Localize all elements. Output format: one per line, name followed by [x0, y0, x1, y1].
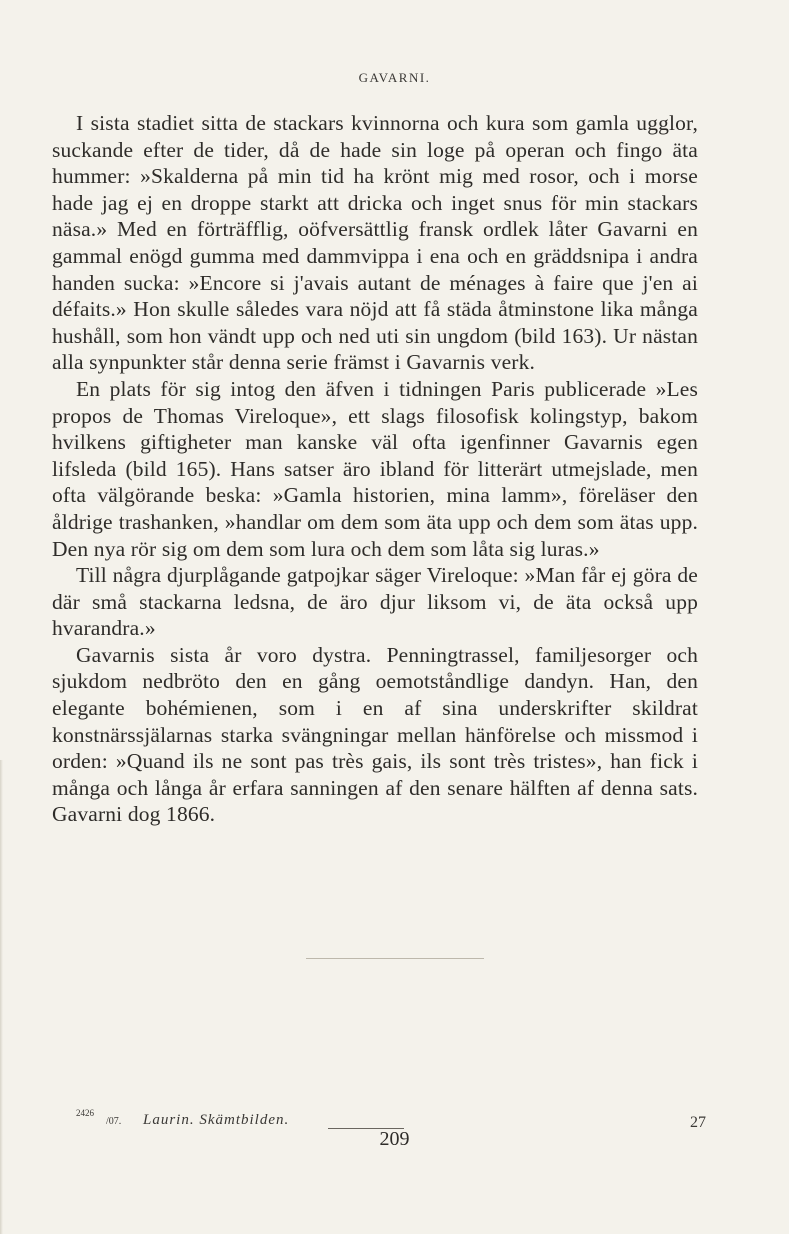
page-number: 209 [379, 1128, 410, 1150]
paragraph-3: Till några djurplågande gatpojkar säger Vireloque: »Man får ej göra de där små stackarna ledsna, de äro djur liksom vi, de äta också upp hvarandra.» [52, 563, 698, 641]
signature-title: Laurin. Skämtbilden. [143, 1112, 290, 1128]
sheet-number: 27 [690, 1114, 706, 1131]
paragraph-4: Gavarnis sista år voro dystra. Penningtrassel, familjesorger och sjukdom nedbröto den en gång oemotståndlige dandyn. Han, den elegante bohémienen, som i en af sina underskrifter skildrat konstnärssjälarnas starka svängningar mellan hänförelse och missmod i orden: »Quand ils ne sont pas très gais, ils sont très tristes», han fick i många och långa år erfara sanningen af den senare hälften af denna sats. Gavarni dog 1866. [52, 642, 698, 827]
section-separator [306, 958, 484, 959]
paragraph-1: I sista stadiet sitta de stackars kvinnorna och kura som gamla ugglor, suckande efter de tider, då de hade sin loge på operan och fingo äta hummer: »Skalderna på min tid ha krönt mig med rosor, och i morse hade jag ej en droppe starkt att dricka och inget snus för min stackars näsa.» Med en förträfflig, oöfversättlig fransk ordlek låter Gavarni en gammal enögd gumma med dammvippa i ena och en gräddsnipa i andra handen sucka: »Encore si j'avais autant de ménages à faire que j'en ai défaits.» Hon skulle således vara nöjd att få städa åtminstone lika många hushåll, som hon vändt upp och ned uti sin ungdom (bild 163). Ur nästan alla synpunkter står denna serie främst i Gavarnis verk. [52, 111, 698, 375]
running-head: GAVARNI. [358, 70, 431, 85]
signature-number-suffix: /07. [106, 1116, 122, 1127]
signature-number: 2426 [76, 1108, 94, 1118]
page-edge-shadow [0, 760, 3, 1234]
paragraph-2: En plats för sig intog den äfven i tidningen Paris publicerade »Les propos de Thomas Vireloque», ett slags filosofisk kolingstyp, bakom hvilkens giftigheter man kanske väl ofta igenfinner Gavarnis egen lifsleda (bild 165). Hans satser äro ibland för litterärt utmejslade, men ofta välgörande beska: »Gamla historien, mina lamm», föreläser den åldrige trashanken, »handlar om dem som äta upp och dem som ätas upp. Den nya rör sig om dem som lura och dem som låta sig luras.» [52, 376, 698, 561]
body-text [52, 110, 698, 828]
